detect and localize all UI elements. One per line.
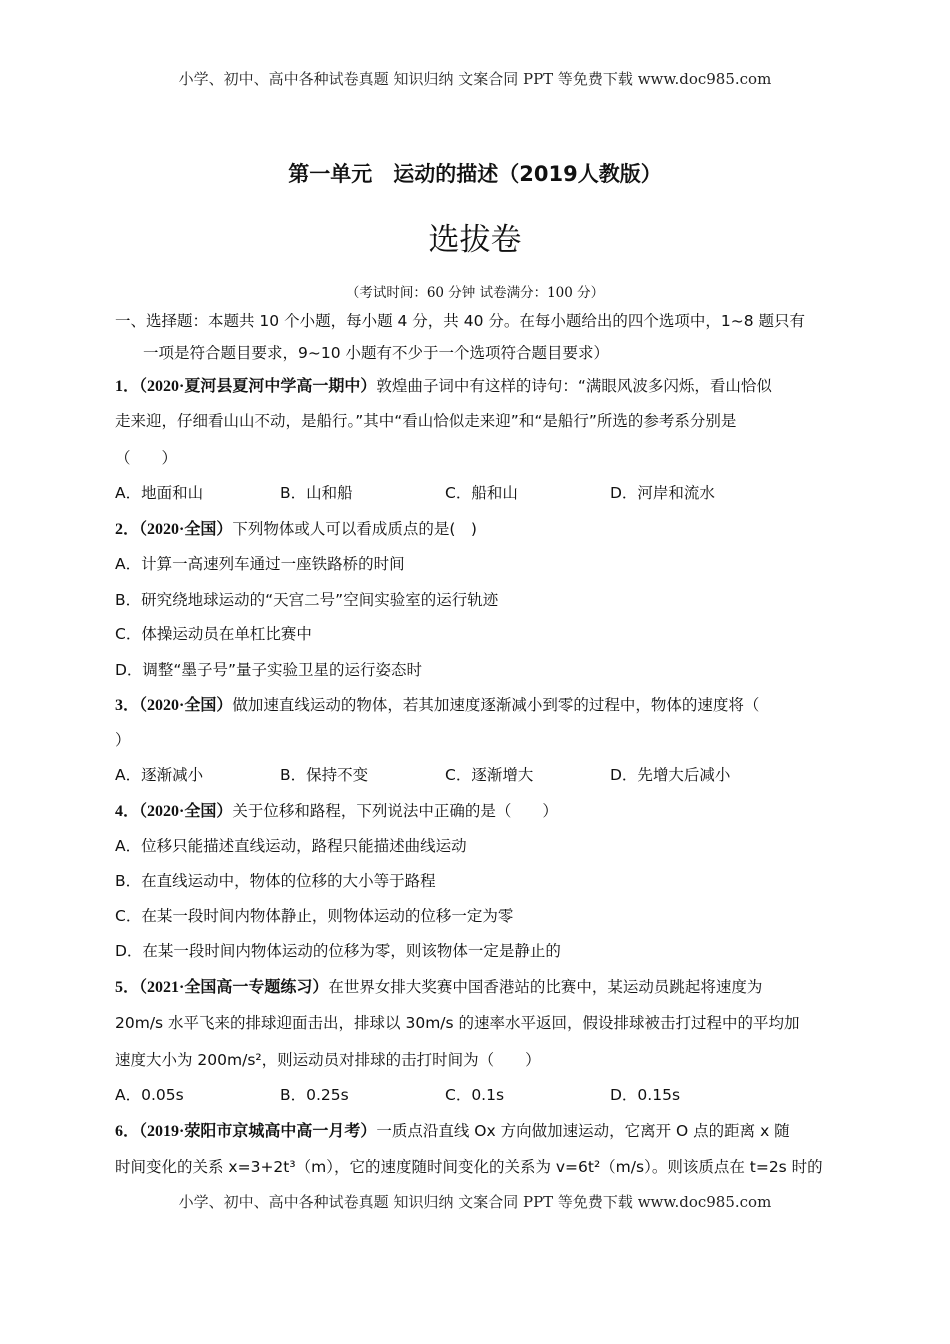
q-source: （2020·全国） bbox=[139, 697, 233, 714]
q3-option-d: D．先增大后减小 bbox=[610, 766, 731, 784]
q3-option-c: C．逐渐增大 bbox=[445, 766, 534, 784]
q5-line3: 速度大小为 200m/s²，则运动员对排球的击打时间为（ ） bbox=[115, 1051, 541, 1069]
q-number: 1． bbox=[115, 378, 140, 395]
page-footer: 小学、初中、高中各种试卷真题 知识归纳 文案合同 PPT 等免费下载 www.doc985.com bbox=[178, 1193, 772, 1211]
q3-line2: ） bbox=[115, 731, 131, 749]
q-number: 6． bbox=[115, 1123, 140, 1140]
q4-line1 bbox=[115, 801, 558, 822]
doc-subtitle: 选拔卷 bbox=[428, 222, 522, 258]
q3-option-b: B．保持不变 bbox=[280, 766, 369, 784]
q3-option-a: A．逐渐减小 bbox=[115, 766, 204, 784]
q-source: （2020·全国） bbox=[139, 803, 233, 820]
q4-option-c: C．在某一段时间内物体静止，则物体运动的位移一定为零 bbox=[115, 907, 514, 925]
q-source: （2021·全国高一专题练习） bbox=[139, 979, 329, 996]
section-heading-line2: 一项是符合题目要求，9~10 小题有不少于一个选项符合题目要求） bbox=[143, 344, 610, 362]
q2-option-d: D．调整“墨子号”量子实验卫星的运行姿态时 bbox=[115, 661, 422, 679]
q4-option-a: A．位移只能描述直线运动，路程只能描述曲线运动 bbox=[115, 837, 467, 855]
q-text: 做加速直线运动的物体，若其加速度逐渐减小到零的过程中，物体的速度将（ bbox=[232, 696, 760, 714]
q4-option-b: B．在直线运动中，物体的位移的大小等于路程 bbox=[115, 872, 436, 890]
q-number: 4． bbox=[115, 803, 140, 820]
q-text: 敦煌曲子词中有这样的诗句：“满眼风波多闪烁，看山恰似 bbox=[376, 377, 772, 395]
exam-note: （考试时间：60 分钟 试卷满分：100 分） bbox=[345, 285, 605, 301]
q-source: （2020·全国） bbox=[139, 521, 233, 538]
q-source: （2020·夏河县夏河中学高一期中） bbox=[139, 378, 377, 395]
q5-option-a: A．0.05s bbox=[115, 1086, 184, 1104]
q3-line1 bbox=[115, 695, 759, 716]
q6-line1 bbox=[115, 1121, 790, 1142]
q-text: 下列物体或人可以看成质点的是( ) bbox=[232, 520, 477, 538]
q2-option-a: A．计算一高速列车通过一座铁路桥的时间 bbox=[115, 555, 405, 573]
q1-line1 bbox=[115, 376, 772, 397]
q2-option-b: B．研究绕地球运动的“天宫二号”空间实验室的运行轨迹 bbox=[115, 591, 499, 609]
q1-line3: （ ） bbox=[115, 449, 178, 467]
q5-option-c: C．0.1s bbox=[445, 1086, 505, 1104]
q2-line1 bbox=[115, 519, 477, 540]
q1-option-c: C．船和山 bbox=[445, 484, 518, 502]
q5-option-b: B．0.25s bbox=[280, 1086, 349, 1104]
q4-option-d: D．在某一段时间内物体运动的位移为零，则该物体一定是静止的 bbox=[115, 942, 561, 960]
q5-line2: 20m/s 水平飞来的排球迎面击出，排球以 30m/s 的速率水平返回，假设排球被击打过程中的平均加 bbox=[115, 1014, 800, 1032]
q1-option-a: A．地面和山 bbox=[115, 484, 204, 502]
q-number: 2． bbox=[115, 521, 140, 538]
q-source: （2019·荥阳市京城高中高一月考） bbox=[139, 1123, 377, 1140]
q5-line1 bbox=[115, 977, 762, 998]
section-heading-line1: 一、选择题：本题共 10 个小题，每小题 4 分，共 40 分。在每小题给出的四个选项中，1~8 题只有 bbox=[115, 312, 806, 330]
q-text: 一质点沿直线 Ox 方向做加速运动，它离开 O 点的距离 x 随 bbox=[376, 1122, 790, 1140]
q-text: 在世界女排大奖赛中国香港站的比赛中，某运动员跳起将速度为 bbox=[328, 978, 763, 996]
q1-option-d: D．河岸和流水 bbox=[610, 484, 715, 502]
q-number: 3． bbox=[115, 697, 140, 714]
q1-option-b: B．山和船 bbox=[280, 484, 353, 502]
page-header: 小学、初中、高中各种试卷真题 知识归纳 文案合同 PPT 等免费下载 www.doc985.com bbox=[178, 70, 772, 88]
doc-title: 第一单元 运动的描述（2019人教版） bbox=[288, 162, 662, 186]
q-number: 5． bbox=[115, 979, 140, 996]
q6-line2: 时间变化的关系 x=3+2t³（m），它的速度随时间变化的关系为 v=6t²（m/s）。则该质点在 t=2s 时的 bbox=[115, 1158, 823, 1176]
q-text: 关于位移和路程，下列说法中正确的是（ ） bbox=[232, 802, 558, 820]
q2-option-c: C．体操运动员在单杠比赛中 bbox=[115, 625, 312, 643]
q1-line2: 走来迎，仔细看山山不动，是船行。”其中“看山恰似走来迎”和“是船行”所选的参考系分别是 bbox=[115, 412, 737, 430]
q5-option-d: D．0.15s bbox=[610, 1086, 681, 1104]
